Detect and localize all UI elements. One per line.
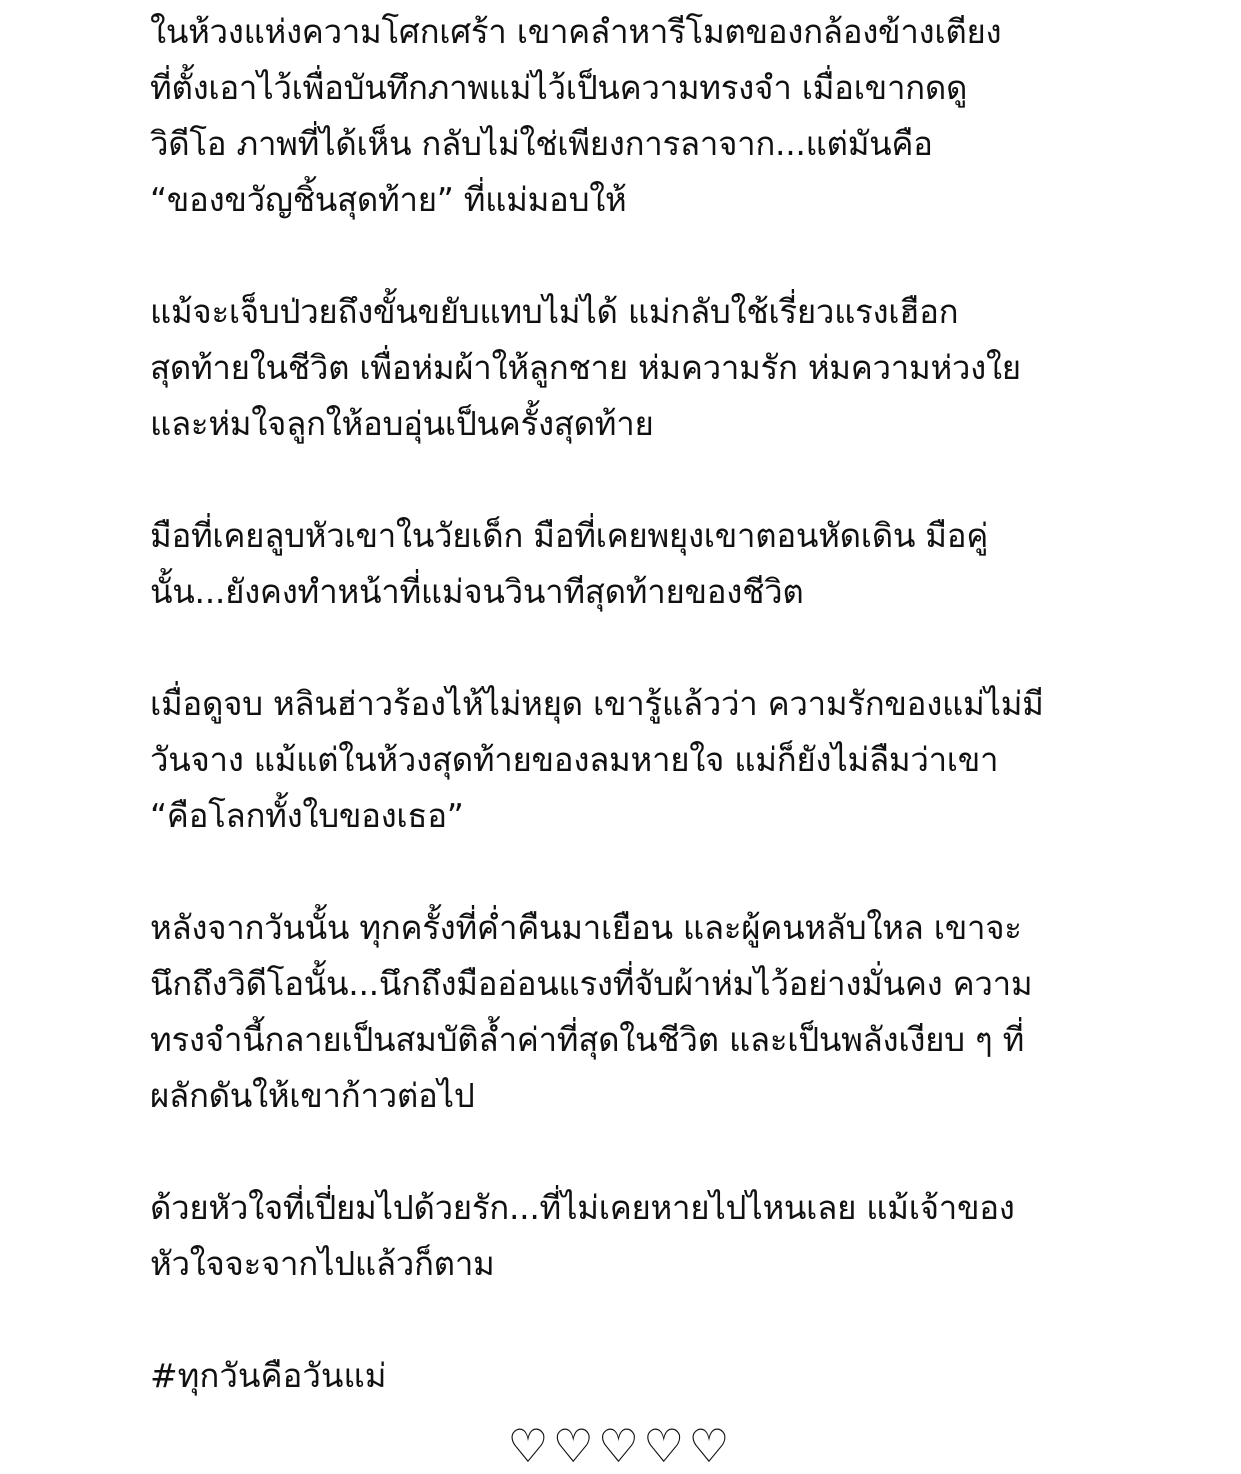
text-line: นั้น...ยังคงทำหน้าที่แม่จนวินาทีสุดท้ายของชีวิต [150,572,804,611]
paragraph-3 [150,508,1150,620]
paragraph-4 [150,676,1150,844]
text-line: ด้วยหัวใจที่เปี่ยมไปด้วยรัก...ที่ไม่เคยหายไปไหนเลย แม้เจ้าของ [150,1188,1015,1227]
text-line: วันจาง แม้แต่ในห้วงสุดท้ายของลมหายใจ แม่ก็ยังไม่ลืมว่าเขา [150,740,999,779]
text-line: และห่มใจลูกให้อบอุ่นเป็นครั้งสุดท้าย [150,404,654,443]
text-line: หลังจากวันนั้น ทุกครั้งที่ค่ำคืนมาเยือน และผู้คนหลับใหล เขาจะ [150,908,1022,947]
text-line: หัวใจจะจากไปแล้วก็ตาม [150,1244,495,1283]
text-line: “คือโลกทั้งใบของเธอ” [150,796,464,835]
text-line: นึกถึงวิดีโอนั้น...นึกถึงมืออ่อนแรงที่จับผ้าห่มไว้อย่างมั่นคง ความ [150,964,1033,1003]
paragraph-6 [150,1180,1150,1292]
text-line: ทรงจำนี้กลายเป็นสมบัติล้ำค่าที่สุดในชีวิต และเป็นพลังเงียบ ๆ ที่ [150,1020,1025,1059]
text-line: “ของขวัญชิ้นสุดท้าย” ที่แม่มอบให้ [150,180,627,219]
heart-icons: ♡♡♡♡♡ [507,1419,734,1473]
hashtag[interactable]: #ทุกวันคือวันแม่ [150,1356,387,1395]
text-line: วิดีโอ ภาพที่ได้เห็น กลับไม่ใช่เพียงการลาจาก...แต่มันคือ [150,124,933,163]
text-line: เมื่อดูจบ หลินฮ่าวร้องไห้ไม่หยุด เขารู้แล้วว่า ความรักของแม่ไม่มี [150,684,1044,723]
text-line: สุดท้ายในชีวิต เพื่อห่มผ้าให้ลูกชาย ห่มความรัก ห่มความห่วงใย [150,348,1021,387]
paragraph-1 [150,4,1150,228]
text-line: ที่ตั้งเอาไว้เพื่อบันทึกภาพแม่ไว้เป็นความทรงจำ เมื่อเขากดดู [150,68,968,107]
text-line: ผลักดันให้เขาก้าวต่อไป [150,1076,475,1115]
text-line: มือที่เคยลูบหัวเขาในวัยเด็ก มือที่เคยพยุงเขาตอนหัดเดิน มือคู่ [150,516,989,555]
text-line: แม้จะเจ็บป่วยถึงขั้นขยับแทบไม่ได้ แม่กลับใช้เรี่ยวแรงเฮือก [150,292,959,331]
article-body [150,4,1150,1404]
paragraph-2 [150,284,1150,452]
text-line: ในห้วงแห่งความโศกเศร้า เขาคลำหารีโมตของกล้องข้างเตียง [150,12,1002,51]
paragraph-5 [150,900,1150,1124]
